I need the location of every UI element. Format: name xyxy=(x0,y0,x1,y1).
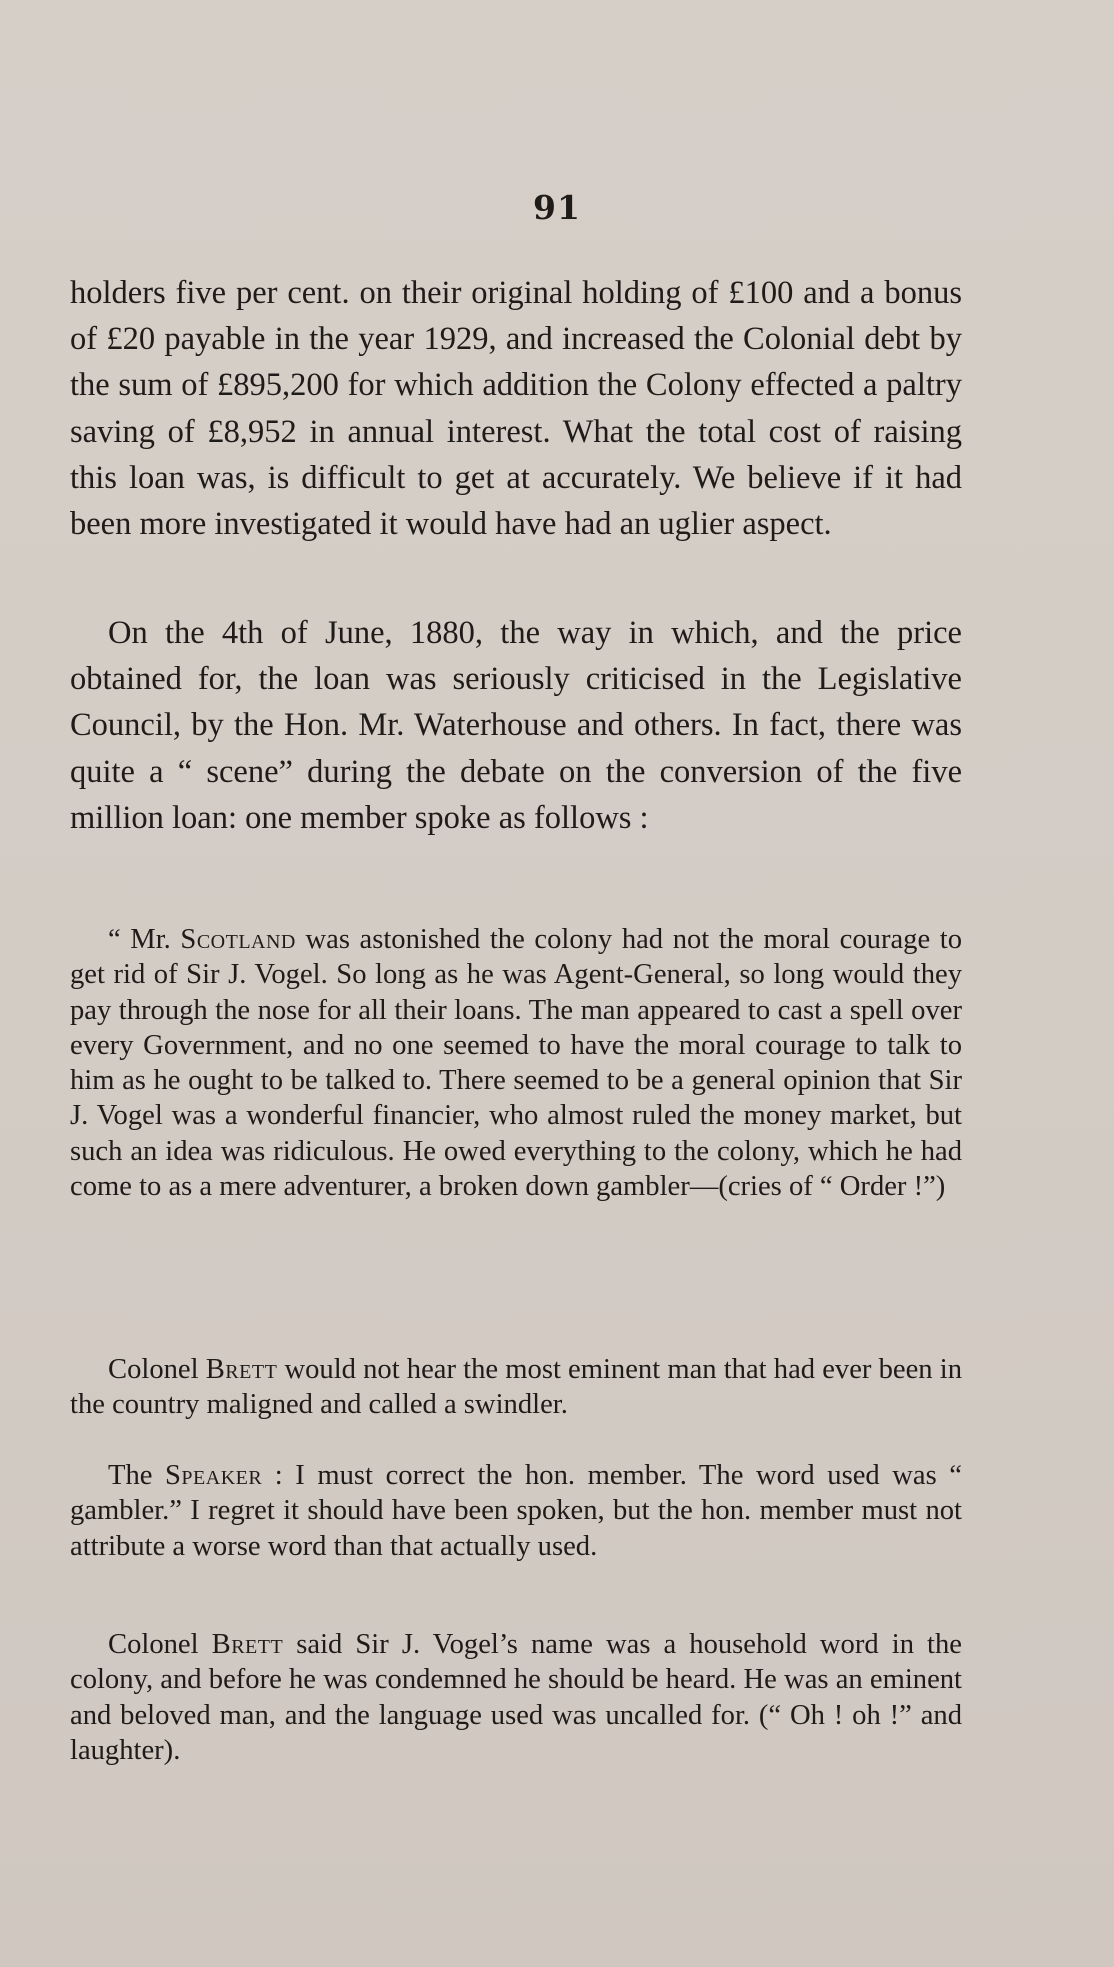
quote-text: : I must correct the hon. member. The word used was “ gambler.” I regret it should have been spoken, but the hon. member must not attribute a worse word than that actually used. xyxy=(70,1460,962,1562)
speaker-name: Brett xyxy=(205,1354,278,1385)
quote-lead: Colonel xyxy=(108,1629,212,1660)
speaker-name: Speaker xyxy=(165,1460,263,1491)
body-paragraph-2: On the 4th of June, 1880, the way in which, and the price obtained for, the loan was seriously criticised in the Legislative Council, by the Hon. Mr. Waterhouse and others. In fact, there was quite a “ scene” during the debate on the conversion of the five million loan: one member spoke as follows : xyxy=(70,615,962,836)
quote-text: would not hear the most eminent man that had ever been in the country maligned and called a swindler. xyxy=(70,1354,962,1421)
quote-lead: “ Mr. xyxy=(108,924,181,955)
quote-lead: The xyxy=(108,1460,166,1491)
quote-paragraph-brett-2 xyxy=(70,1627,962,1768)
quote-text: said Sir J. Vogel’s name was a household word in the colony, and before he was condemned he should be heard. He was an eminent and beloved man, and the language used was uncalled for. (“ Oh ! oh !” and laughter). xyxy=(70,1629,962,1766)
speaker-name: Scotland xyxy=(180,924,296,955)
page-number: 91 xyxy=(533,188,581,227)
speaker-name: Brett xyxy=(211,1629,284,1660)
quote-text: was astonished the colony had not the moral courage to get rid of Sir J. Vogel. So long as he was Agent-General, so long would they pay through the nose for all their loans. The man appeared to cast a spell over every Government, and no one seemed to have the moral courage to talk to him as he ought to be talked to. There seemed to be a general opinion that Sir J. Vogel was a wonderful financier, who almost ruled the money market, but such an idea was ridiculous. He owed everything to the colony, which he had come to as a mere adventurer, a broken down gambler—(cries of “ Order !”) xyxy=(70,924,962,1203)
quote-lead: Colonel xyxy=(108,1354,206,1385)
quote-paragraph-speaker xyxy=(70,1458,962,1564)
body-paragraph-1: holders five per cent. on their original holding of £100 and a bonus of £20 payable in the year 1929, and increased the Colonial debt by the sum of £895,200 for which addition the Colony effected a paltry saving of £8,952 in annual interest. What the total cost of raising this loan was, is difficult to get at accurately. We believe if it had been more investigated it would have had an uglier aspect. xyxy=(70,275,962,543)
quote-paragraph-brett-1 xyxy=(70,1352,962,1423)
quote-paragraph-scotland xyxy=(70,922,962,1204)
